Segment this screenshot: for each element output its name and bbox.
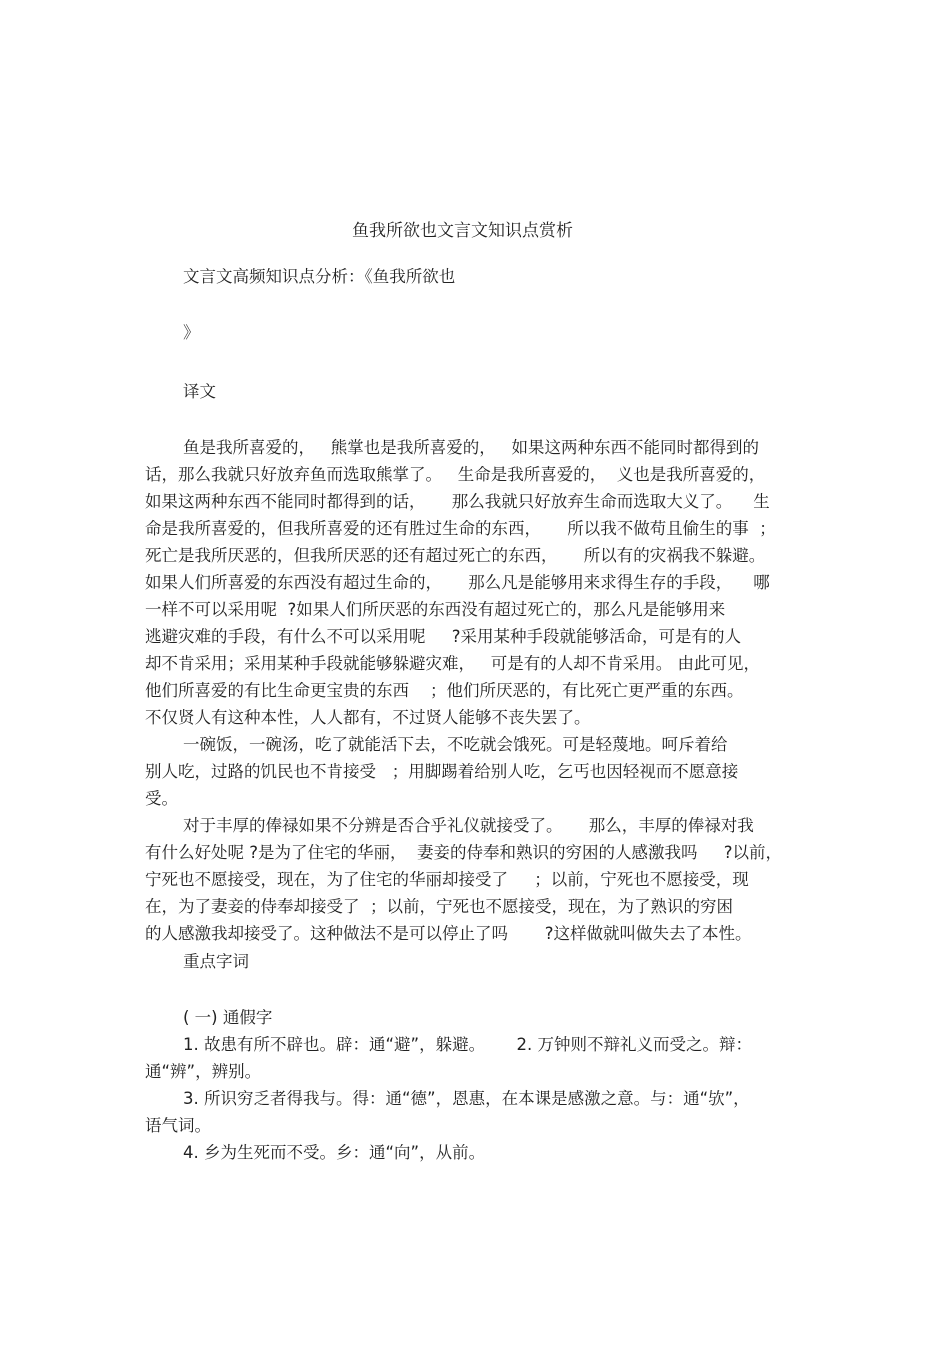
translation-line: 死亡是我所厌恶的，但我所厌恶的还有超过死亡的东西， 所以有的灾祸我不躲避。 — [145, 546, 766, 565]
translation-line: 如果这两种东西不能同时都得到的话， 那么我就只好放弃生命而选取大义了。 生 — [145, 492, 770, 511]
translation-line: 别人吃，过路的饥民也不肯接受 ；用脚踢着给别人吃，乞丐也因轻视而不愿意接 — [145, 762, 739, 781]
translation-line: 他们所喜爱的有比生命更宝贵的东西 ；他们所厌恶的，有比死亡更严重的东西。 — [145, 681, 744, 700]
translation-line: 逃避灾难的手段，有什么不可以采用呢 ?采用某种手段就能够活命，可是有的人 — [145, 627, 741, 646]
tongjia-line: 1. 故患有所不辟也。辟：通“避”，躲避。 2. 万钟则不辩礼义而受之。辩： — [183, 1035, 753, 1054]
document-title: 鱼我所欲也文言文知识点赏析 — [352, 221, 573, 241]
translation-line: 一碗饭，一碗汤，吃了就能活下去，不吃就会饿死。可是轻蔑地。呵斥着给 — [183, 735, 728, 754]
translation-line: 在，为了妻妾的侍奉却接受了 ；以前，宁死也不愿接受，现在，为了熟识的穷困 — [145, 897, 733, 916]
translation-line: 对于丰厚的俸禄如果不分辨是否合乎礼仪就接受了。 那么，丰厚的俸禄对我 — [183, 816, 754, 835]
translation-line: 如果人们所喜爱的东西没有超过生命的， 那么凡是能够用来求得生存的手段， 哪 — [145, 573, 770, 592]
tongjia-line: 3. 所识穷乏者得我与。得：通“德”，恩惠，在本课是感激之意。与：通“欤”， — [183, 1089, 750, 1108]
translation-line: 受。 — [145, 789, 178, 808]
intro-line-1: 文言文高频知识点分析：《鱼我所欲也 — [183, 267, 456, 286]
tongjia-line: 通“辨”，辨别。 — [145, 1062, 262, 1081]
translation-line: 命是我所喜爱的，但我所喜爱的还有胜过生命的东西， 所以我不做苟且偷生的事 ； — [145, 519, 776, 538]
translation-line: 鱼是我所喜爱的， 熊掌也是我所喜爱的， 如果这两种东西不能同时都得到的 — [183, 438, 759, 457]
keypoints-heading: 重点字词 — [183, 952, 249, 971]
tongjia-line: 语气词。 — [145, 1116, 211, 1135]
intro-line-2: 》 — [183, 323, 200, 342]
translation-line: 一样不可以采用呢 ?如果人们所厌恶的东西没有超过死亡的，那么凡是能够用来 — [145, 600, 726, 619]
tongjia-line: 4. 乡为生死而不受。乡：通“向”，从前。 — [183, 1143, 486, 1162]
tongjia-heading: ( 一) 通假字 — [183, 1008, 273, 1027]
translation-line: 有什么好处呢 ?是为了住宅的华丽， 妻妾的侍奉和熟识的穷困的人感激我吗 ?以前， — [145, 843, 782, 862]
translation-line: 的人感激我却接受了。这种做法不是可以停止了吗 ?这样做就叫做失去了本性。 — [145, 924, 752, 943]
translation-line: 不仅贤人有这种本性，人人都有，不过贤人能够不丧失罢了。 — [145, 708, 591, 727]
translation-line: 宁死也不愿接受，现在，为了住宅的华丽却接受了 ；以前，宁死也不愿接受，现 — [145, 870, 749, 889]
translation-line: 话，那么我就只好放弃鱼而选取熊掌了。 生命是我所喜爱的， 义也是我所喜爱的， — [145, 465, 766, 484]
translation-heading: 译文 — [183, 382, 216, 401]
translation-line: 却不肯采用；采用某种手段就能够躲避灾难， 可是有的人却不肯采用。 由此可见， — [145, 654, 760, 673]
